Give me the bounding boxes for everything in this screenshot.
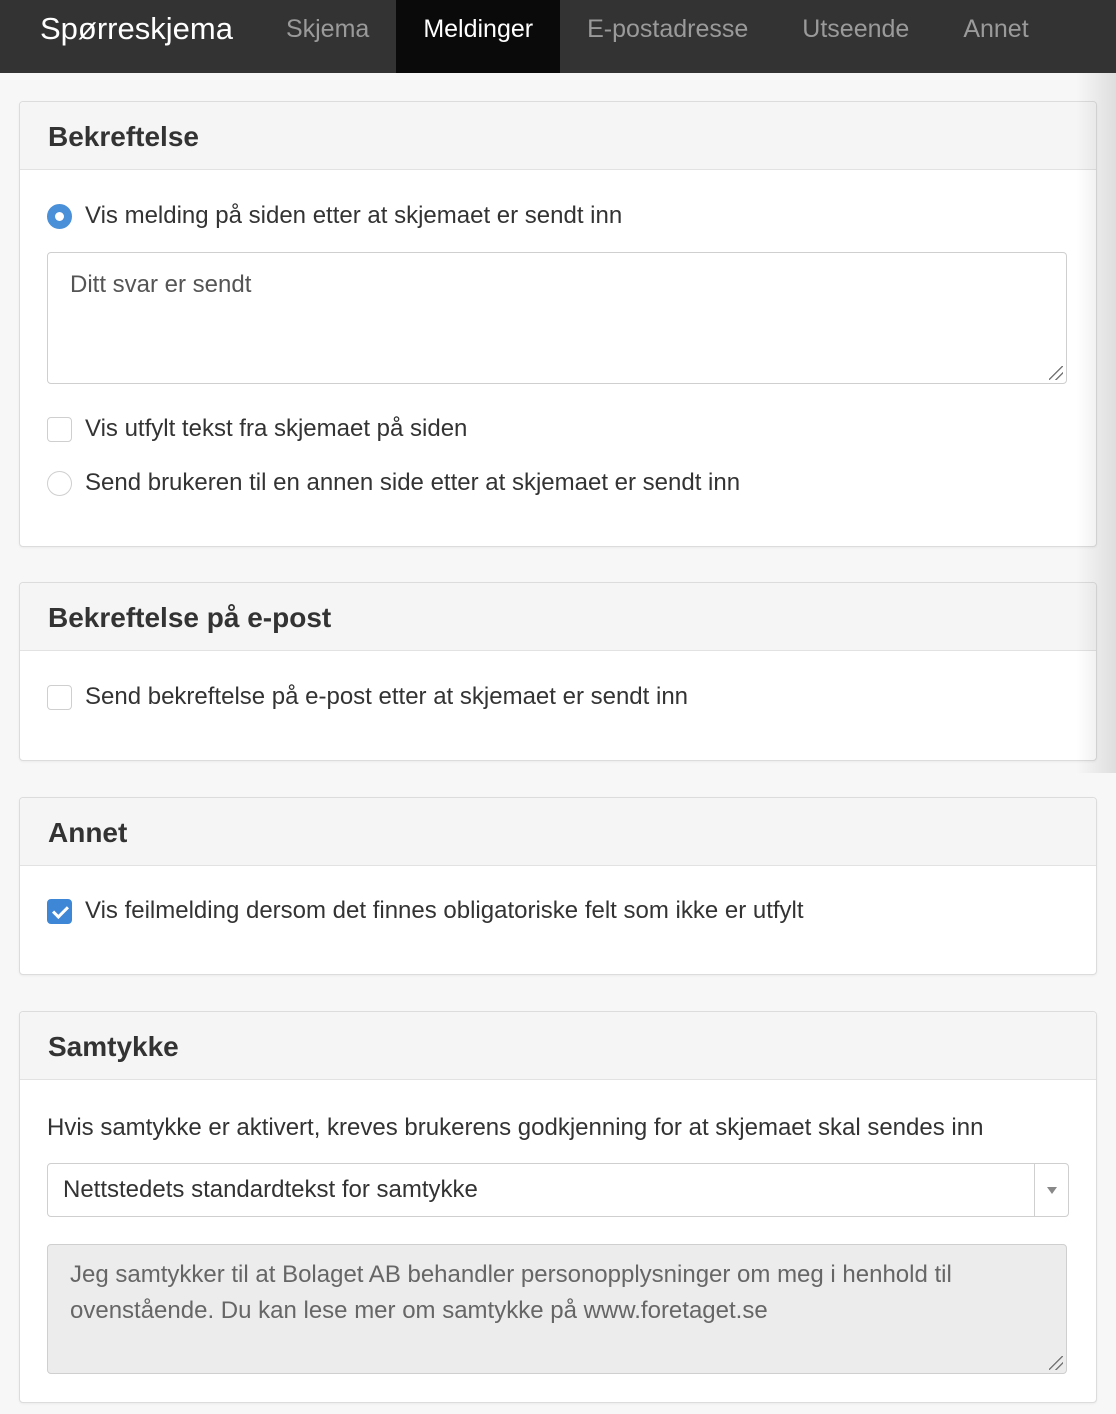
resize-handle-icon[interactable]: [1049, 366, 1063, 380]
consent-info-text: Hvis samtykke er aktivert, kreves brukerens godkjenning for at skjemaet skal sendes inn: [47, 1114, 984, 1141]
send-email-label: Send bekreftelse på e-post etter at skjemaet er sendt inn: [85, 683, 689, 710]
consent-text-select[interactable]: [47, 1163, 1069, 1217]
show-message-label: Vis melding på siden etter at skjemaet er sendt inn: [85, 202, 623, 229]
redirect-label: Send brukeren til en annen side etter at skjemaet er sendt inn: [85, 469, 741, 496]
top-nav: [0, 0, 1116, 73]
error-message-option[interactable]: [47, 897, 804, 925]
panel-title: Bekreftelse på e-post: [20, 583, 1096, 651]
panel-title: Bekreftelse: [20, 102, 1096, 170]
panel-title: Samtykke: [20, 1012, 1096, 1080]
show-filled-text-label: Vis utfylt tekst fra skjemaet på siden: [85, 415, 468, 442]
dropdown-toggle[interactable]: [1034, 1164, 1068, 1216]
send-email-option[interactable]: [47, 683, 688, 711]
show-filled-text-checkbox[interactable]: [47, 417, 72, 442]
resize-handle-icon[interactable]: [1049, 1356, 1063, 1370]
tab-skjema[interactable]: Skjema: [285, 15, 370, 43]
error-message-label: Vis feilmelding dersom det finnes obligatoriske felt som ikke er utfylt: [85, 897, 804, 924]
show-message-radio[interactable]: [47, 204, 72, 229]
panel-other: [19, 797, 1097, 975]
panel-confirmation: [19, 101, 1097, 547]
tab-e-postadresse[interactable]: E-postadresse: [587, 15, 749, 43]
tab-utseende[interactable]: Utseende: [802, 15, 910, 43]
show-filled-text-option[interactable]: [47, 415, 467, 443]
panel-consent: [19, 1011, 1097, 1403]
tab-meldinger[interactable]: Meldinger: [396, 0, 560, 73]
redirect-option[interactable]: [47, 469, 740, 497]
confirmation-message-value: Ditt svar er sendt: [70, 271, 252, 298]
panel-email-confirmation: [19, 582, 1097, 761]
app-title: Spørreskjema: [40, 11, 233, 46]
consent-text-field[interactable]: [47, 1244, 1067, 1374]
consent-select-value: Nettstedets standardtekst for samtykke: [63, 1176, 478, 1203]
consent-text-value: Jeg samtykker til at Bolaget AB behandler personopplysninger om meg i henhold til ovenstående. Du kan lese mer om samtykke på www.foretaget.se: [70, 1261, 952, 1324]
show-message-option[interactable]: [47, 202, 622, 230]
panel-title: Annet: [20, 798, 1096, 866]
confirmation-message-field[interactable]: [47, 252, 1067, 384]
tab-annet[interactable]: Annet: [963, 15, 1029, 43]
redirect-radio[interactable]: [47, 471, 72, 496]
error-message-checkbox[interactable]: [47, 899, 72, 924]
chevron-down-icon: [1047, 1187, 1057, 1194]
send-email-checkbox[interactable]: [47, 685, 72, 710]
